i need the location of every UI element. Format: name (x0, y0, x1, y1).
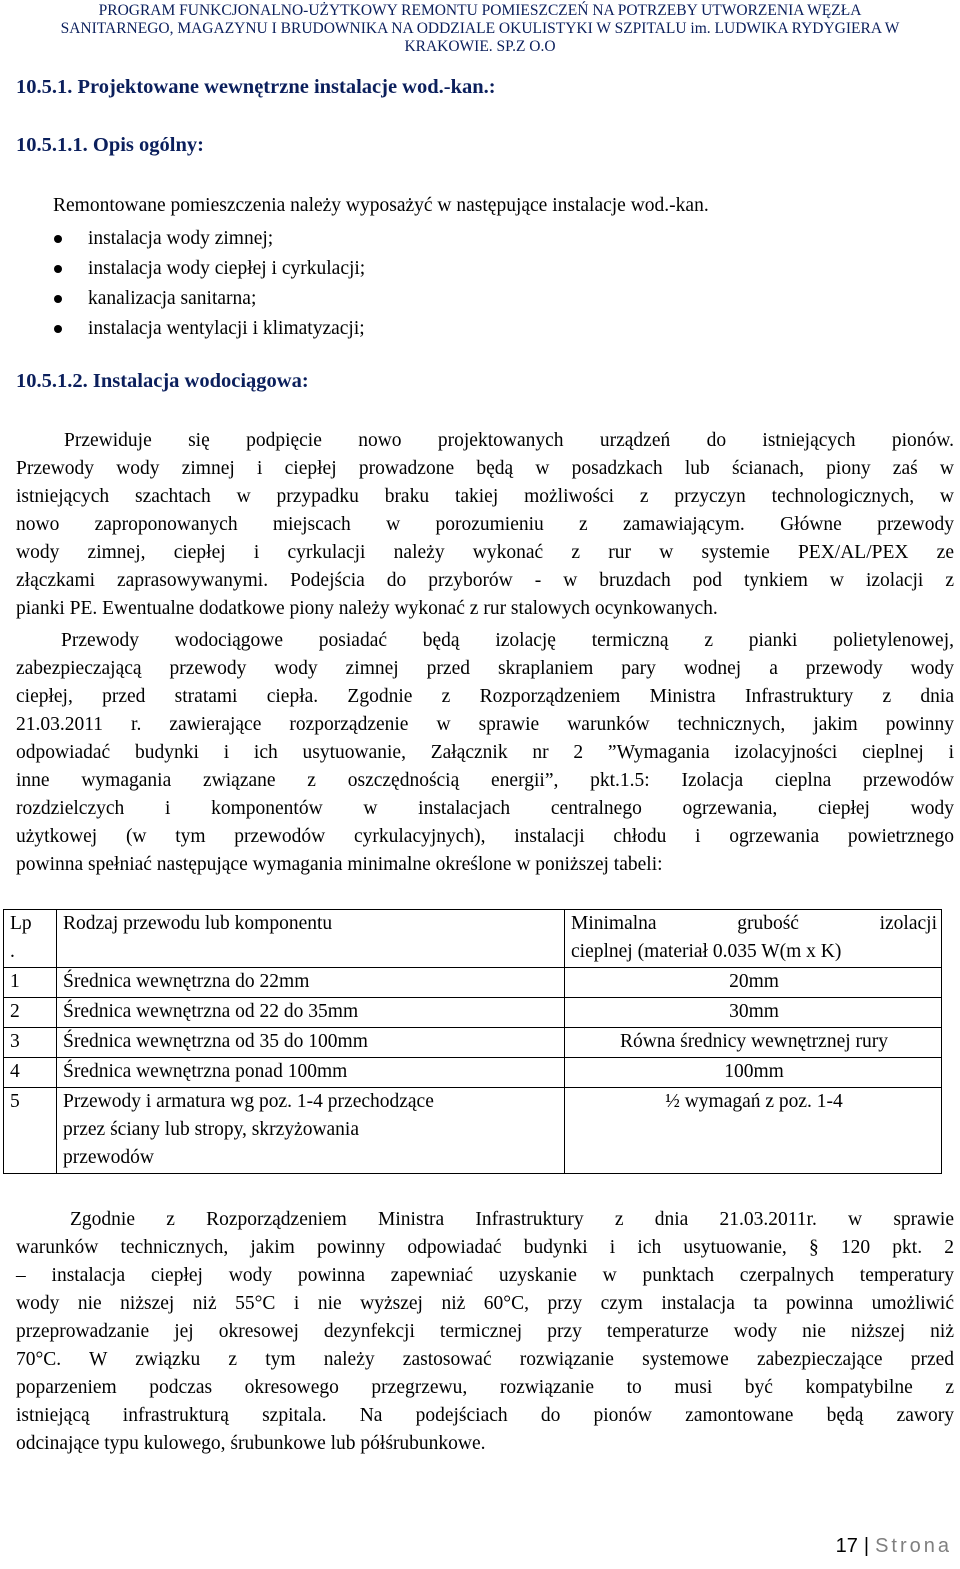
intro-paragraph (53, 192, 933, 220)
list-item (52, 284, 365, 314)
list-item (52, 254, 365, 284)
text-line: istniejących szachtach w przypadku braku takiej możliwości z przyczyn technologicznych, w (16, 486, 954, 507)
cell-name: Średnica wewnętrzna do 22mm (57, 968, 565, 998)
cell-text: cieplnej (materiał 0.035 W(m x K) (571, 941, 842, 962)
text-line: 70°C. W związku z tym należy zastosować rozwiązanie systemowe zabezpieczające przed (16, 1349, 954, 1370)
text-line: 21.03.2011 r. zawierające rozporządzenie w sprawie warunków technicznych, jakim powinny (16, 714, 954, 735)
text-line: – instalacja ciepłej wody powinna zapewniać uzyskanie w punktach czerpalnych temperatury (16, 1265, 954, 1286)
cell-text: przez ściany lub stropy, skrzyżowania (63, 1119, 360, 1140)
section-heading-10-5-1: 10.5.1. Projektowane wewnętrzne instalacje wod.-kan.: (16, 76, 496, 98)
header-cell-name: Rodzaj przewodu lub komponentu (57, 910, 565, 968)
text-line: przeprowadzanie jej okresowej dezynfekcji termicznej przy temperaturze wody nie niższej niż (16, 1321, 954, 1342)
text-line: wody nie niższej niż 55°C i nie wyższej niż 60°C, przy czym instalacja ta powinna umożliwić (16, 1293, 954, 1314)
cell-text: Lp (10, 913, 32, 934)
list-item (52, 314, 365, 344)
text-line: pianki PE. Ewentualne dodatkowe piony należy wykonać z rur stalowych ocynkowanych. (16, 598, 718, 619)
bullet-icon (54, 295, 62, 303)
cell-name: Średnica wewnętrzna ponad 100mm (57, 1058, 565, 1088)
table-row (4, 1088, 942, 1174)
cell-lp: 1 (4, 968, 57, 998)
cell-value: ½ wymagań z poz. 1-4 (565, 1088, 942, 1174)
text-line: Zgodnie z Rozporządzeniem Ministra Infrastruktury z dnia 21.03.2011r. w sprawie (70, 1209, 954, 1230)
water-supply-paragraph-2 (16, 627, 954, 879)
header-cell-lp (4, 910, 57, 968)
text-line: poparzeniem podczas okresowego przegrzewu, rozwiązanie to musi być kompatybilne z (16, 1377, 954, 1398)
insulation-requirements-table (3, 909, 942, 1174)
cell-value: 100mm (565, 1058, 942, 1088)
cell-value: 20mm (565, 968, 942, 998)
list-item-text: kanalizacja sanitarna; (88, 288, 257, 309)
text-line: użytkowej (w tym przewodów cyrkulacyjnych), instalacji chłodu i ogrzewania powietrznego (16, 826, 954, 847)
bullet-icon (54, 235, 62, 243)
header-line: PROGRAM FUNKCJONALNO-UŻYTKOWY REMONTU POMIESZCZEŃ NA POTRZEBY UTWORZENIA WĘZŁA (98, 2, 862, 19)
text-line: Remontowane pomieszczenia należy wyposażyć w następujące instalacje wod.-kan. (53, 195, 709, 216)
text-line: ciepłej, przed stratami ciepła. Zgodnie z Rozporządzeniem Ministra Infrastruktury z dnia (16, 686, 954, 707)
list-item (52, 224, 365, 254)
text-line: istniejącą infrastrukturą szpitala. Na podejściach do pionów zamontowane będą zawory (16, 1405, 954, 1426)
cell-text: Minimalna grubość izolacji (571, 913, 937, 934)
table-header-row (4, 910, 942, 968)
page-number: 17 (835, 1535, 858, 1557)
header-cell-min-thickness (565, 910, 942, 968)
list-item-text: instalacja wody zimnej; (88, 228, 274, 249)
text-line: zabezpieczającą przewody wody zimnej przed skraplaniem pary wodnej a przewody wody (16, 658, 954, 679)
text-line: nowo zaproponowanych miejscach w porozumieniu z zamawiającym. Główne przewody (16, 514, 954, 535)
cell-value: Równa średnicy wewnętrznej rury (565, 1028, 942, 1058)
header-line: KRAKOWIE. SP.Z O.O (404, 38, 556, 55)
text-line: powinna spełniać następujące wymagania minimalne określone w poniższej tabeli: (16, 854, 663, 875)
cell-lp: 5 (4, 1088, 57, 1174)
hot-water-paragraph (16, 1206, 954, 1458)
installation-list (52, 224, 365, 344)
text-line: odcinające typu kulowego, śrubunkowe lub półśrubunkowe. (16, 1433, 486, 1454)
cell-name: Średnica wewnętrzna od 35 do 100mm (57, 1028, 565, 1058)
bullet-icon (54, 325, 62, 333)
table-row (4, 998, 942, 1028)
cell-text: przewodów (63, 1147, 154, 1168)
table-row (4, 968, 942, 998)
section-heading-10-5-1-2: 10.5.1.2. Instalacja wodociągowa: (16, 370, 309, 392)
cell-lp: 4 (4, 1058, 57, 1088)
page-label: Strona (875, 1535, 952, 1557)
cell-text: . (10, 941, 15, 962)
table-row (4, 1058, 942, 1088)
table-row (4, 1028, 942, 1058)
text-line: Przewody wodociągowe posiadać będą izolację termiczną z pianki polietylenowej, (61, 630, 954, 651)
header-line: SANITARNEGO, MAGAZYNU I BRUDOWNIKA NA ODDZIALE OKULISTYKI W SZPITALU im. LUDWIKA RYDYGIERA W (60, 20, 900, 37)
list-item-text: instalacja wody ciepłej i cyrkulacji; (88, 258, 366, 279)
section-heading-10-5-1-1: 10.5.1.1. Opis ogólny: (16, 134, 204, 156)
text-line: Przewody wody zimnej i ciepłej prowadzone będą w posadzkach lub ścianach, piony zaś w (16, 458, 954, 479)
page-header (0, 2, 960, 56)
text-line: warunków technicznych, jakim powinny odpowiadać budynki i ich usytuowanie, § 120 pkt. 2 (16, 1237, 954, 1258)
text-line: rozdzielczych i komponentów w instalacjach centralnego ogrzewania, ciepłej wody (16, 798, 954, 819)
text-line: odpowiadać budynki i ich usytuowanie, Załącznik nr 2 ”Wymagania izolacyjności cieplnej i (16, 742, 954, 763)
cell-lp: 2 (4, 998, 57, 1028)
bullet-icon (54, 265, 62, 273)
cell-value: 30mm (565, 998, 942, 1028)
list-item-text: instalacja wentylacji i klimatyzacji; (88, 318, 365, 339)
text-line: inne wymagania związane z oszczędnością energii”, pkt.1.5: Izolacja cieplna przewodów (16, 770, 954, 791)
cell-name (57, 1088, 565, 1174)
text-line: Przewiduje się podpięcie nowo projektowanych urządzeń do istniejących pionów. (64, 430, 954, 451)
cell-lp: 3 (4, 1028, 57, 1058)
page-footer (836, 1535, 952, 1558)
cell-text: Przewody i armatura wg poz. 1-4 przechodzące (63, 1091, 434, 1112)
text-line: wody zimnej, ciepłej i cyrkulacji należy wykonać z rur w systemie PEX/AL/PEX ze (16, 542, 954, 563)
water-supply-paragraph-1 (16, 427, 954, 623)
footer-separator: | (863, 1535, 870, 1557)
text-line: złączkami zaprasowywanymi. Podejścia do przyborów - w bruzdach pod tynkiem w izolacji z (16, 570, 954, 591)
cell-name: Średnica wewnętrzna od 22 do 35mm (57, 998, 565, 1028)
